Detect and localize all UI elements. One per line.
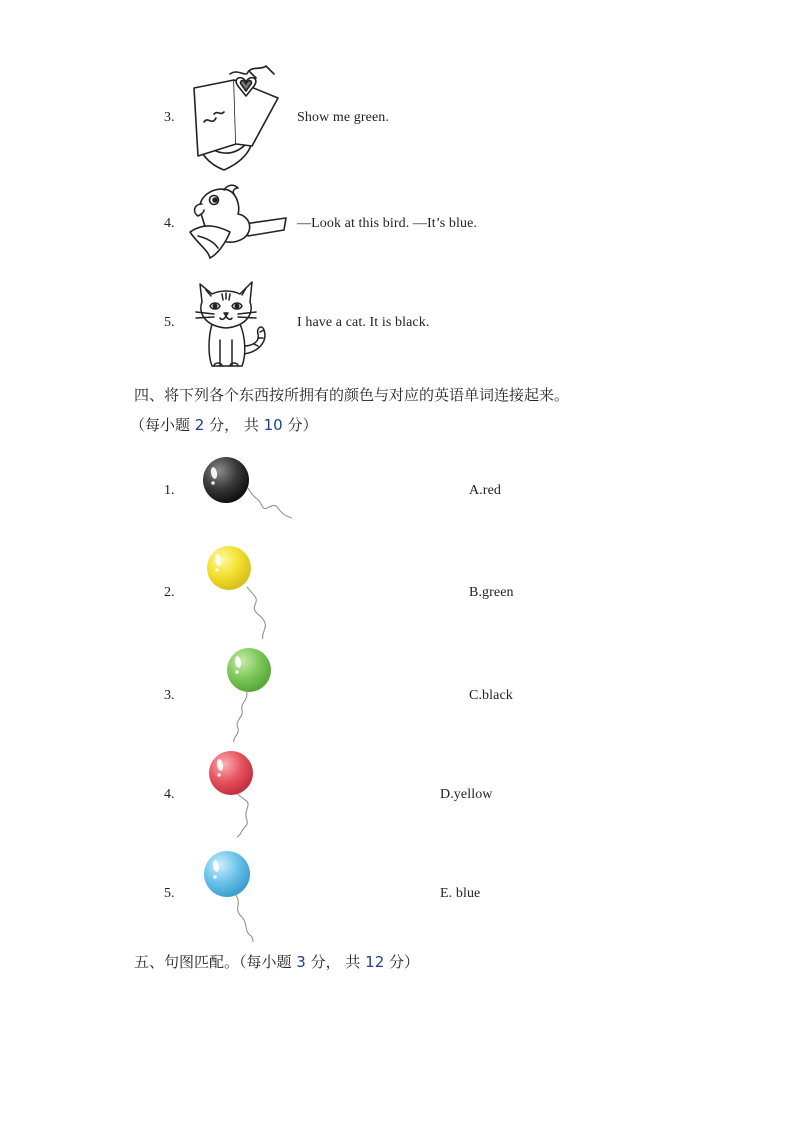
black-balloon-icon	[200, 456, 300, 526]
option-d: D.yellow	[440, 787, 493, 802]
score-open: （每小题	[239, 953, 297, 971]
section5-title: 五、句图匹配。	[134, 953, 240, 971]
score-mid: 分， 共	[204, 416, 264, 434]
item-number: 3.	[164, 110, 175, 125]
score-total: 12	[365, 953, 385, 971]
sentence: —Look at this bird. —It’s blue.	[297, 216, 478, 231]
option-a: A.red	[469, 483, 501, 498]
score-close: 分）	[282, 416, 318, 434]
score-per-item: 2	[194, 416, 205, 434]
score-per-item: 3	[296, 953, 306, 971]
cat-icon	[192, 276, 272, 370]
red-balloon-icon	[207, 749, 267, 839]
bird-icon	[188, 184, 288, 260]
option-c: C.black	[469, 688, 513, 703]
score-mid: 分， 共	[305, 953, 366, 971]
score-close: 分）	[384, 953, 420, 971]
section5-heading	[134, 951, 419, 972]
balloon-number: 5.	[164, 886, 175, 901]
blue-balloon-icon	[203, 850, 263, 942]
balloon-number: 4.	[164, 787, 175, 802]
item-number: 5.	[164, 315, 175, 330]
section4-score	[130, 414, 318, 435]
item-number: 4.	[164, 216, 175, 231]
balloon-number: 3.	[164, 688, 175, 703]
balloon-number: 1.	[164, 483, 175, 498]
option-b: B.green	[469, 585, 514, 600]
balloon-number: 2.	[164, 585, 175, 600]
green-balloon-icon	[226, 646, 276, 746]
sentence: Show me green.	[297, 110, 389, 125]
sentence: I have a cat. It is black.	[297, 315, 430, 330]
love-card-icon	[190, 64, 282, 172]
section4-title: 四、将下列各个东西按所拥有的颜色与对应的英语单词连接起来。	[134, 386, 570, 404]
score-total: 10	[263, 416, 283, 434]
option-e: E. blue	[440, 886, 481, 901]
score-open: （每小题	[130, 416, 195, 434]
yellow-balloon-icon	[205, 545, 285, 645]
